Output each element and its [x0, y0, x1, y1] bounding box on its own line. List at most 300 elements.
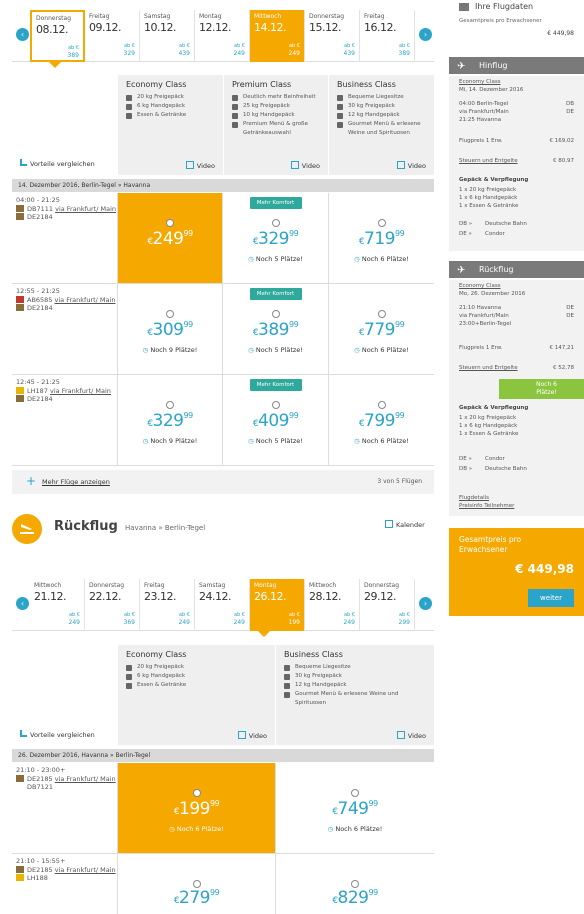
flight-number: DB7111: [27, 204, 54, 213]
flight-info: [16, 287, 116, 313]
fare-radio[interactable]: [166, 219, 174, 227]
price: 719: [364, 229, 395, 249]
day-name: Samstag: [144, 13, 171, 20]
feature: Bequeme Liegesitze: [284, 663, 426, 672]
flight-number: LH188: [27, 874, 48, 882]
play-icon: [186, 161, 194, 169]
price: 389: [258, 320, 289, 340]
airline-icon: [16, 775, 24, 782]
compare-benefits-link[interactable]: [20, 730, 95, 739]
from-label: ab €: [233, 612, 245, 618]
from-label: ab €: [398, 612, 410, 618]
fare-value: € 169,02: [549, 138, 574, 144]
price-cents: 99: [183, 320, 193, 329]
flight-number: AB6585: [27, 295, 53, 304]
flight-time: 12:45 - 21:25: [16, 378, 60, 386]
operator-code: DB »: [459, 221, 473, 227]
day-name: Donnerstag: [309, 13, 345, 20]
feature: Premium Menü & große Getränkeauswahl: [232, 120, 320, 138]
date-option[interactable]: [30, 579, 85, 631]
seats-left: ◷ Noch 5 Plätze!: [223, 437, 328, 445]
baggage-item: 1 x 20 kg Freigepäck: [459, 187, 517, 193]
from-label: ab €: [288, 612, 300, 618]
flight-time: 21:10 - 15:55+: [16, 857, 66, 865]
price: 779: [364, 320, 395, 340]
flight-row: [12, 375, 434, 466]
class-title: Business Class: [284, 650, 343, 659]
feature: 12 kg Handgepäck: [337, 111, 426, 120]
baggage-item: 1 x 6 kg Handgepäck: [459, 195, 518, 201]
calendar-label: Kalender: [396, 521, 425, 529]
price: 329: [152, 411, 184, 431]
fare-radio[interactable]: [193, 880, 201, 888]
business-class-column: [275, 645, 434, 745]
outbound-summary: [449, 76, 584, 251]
video-label: Video: [248, 732, 267, 740]
date-option[interactable]: [85, 579, 140, 631]
flight-details-link[interactable]: Flugdetails: [459, 495, 489, 501]
landing-plane-icon: [12, 514, 42, 544]
feature: 10 kg Handgepäck: [232, 111, 320, 120]
compare-benefits-link[interactable]: [20, 159, 95, 168]
price-cents: 99: [395, 229, 405, 238]
play-icon: [397, 731, 405, 739]
fare-radio[interactable]: [378, 219, 386, 227]
calendar-link[interactable]: [385, 520, 425, 529]
from-label: ab €: [343, 612, 355, 618]
outbound-summary-header: [449, 57, 584, 74]
seats-left: ◷ Noch 6 Plätze!: [329, 255, 434, 263]
feature: 30 kg Freigepäck: [337, 102, 426, 111]
seats-left: ◷ Noch 6 Plätze!: [329, 437, 434, 445]
date-option[interactable]: [85, 10, 140, 62]
fare-business[interactable]: $€779^{99}$ ◷ Noch 6 Plätze!: [328, 284, 434, 374]
seats-left: ◷ Noch 6 Plätze!: [118, 825, 275, 833]
seats-left-badge: Noch 6 Plätze!: [499, 379, 584, 399]
via-link[interactable]: via Frankfurt/ Main: [54, 774, 116, 783]
price-cents: 99: [183, 229, 193, 238]
day-price: 329: [123, 50, 135, 57]
flight-number: LH187: [27, 386, 48, 395]
feature: Deutlich mehr Beinfreiheit: [232, 93, 320, 102]
price: 249: [152, 229, 184, 249]
chart-icon: [20, 159, 27, 166]
plus-icon: +: [26, 474, 37, 488]
feature: Bequeme Liegesitze: [337, 93, 426, 102]
compare-label: Vorteile vergleichen: [30, 160, 95, 168]
return-date-calendar: [12, 579, 434, 631]
carrier-code: DE: [566, 313, 574, 319]
comfort-badge: Mehr Komfort: [250, 197, 302, 209]
continue-button[interactable]: weiter: [528, 589, 574, 607]
comfort-badge: Mehr Komfort: [250, 379, 302, 391]
operator-name: Condor: [485, 231, 505, 237]
flight-number: DE2184: [27, 395, 53, 403]
from-label: ab €: [288, 43, 300, 49]
seats-left: ◷ Noch 6 Plätze!: [329, 346, 434, 354]
day-price: 389: [67, 52, 79, 59]
day-date: 26.12.: [254, 590, 286, 603]
day-price: 249: [343, 619, 355, 626]
fare-value: € 147,21: [549, 345, 574, 351]
date-option[interactable]: [195, 579, 250, 631]
play-icon: [397, 161, 405, 169]
day-date: 08.12.: [36, 23, 68, 36]
date-option[interactable]: [305, 579, 360, 631]
day-name: Freitag: [144, 582, 165, 589]
feature: Gourmet Menü & erlesene Weine und Spirituosen: [337, 120, 426, 138]
carrier-code: DB: [565, 101, 574, 107]
flight-number: DE2184: [27, 213, 53, 221]
flight-info: [16, 857, 116, 883]
outbound-date-calendar: [12, 10, 434, 62]
flight-date: Mi, 14. Dezember 2016: [459, 87, 524, 93]
price-cents: 99: [368, 799, 378, 808]
from-label: ab €: [343, 43, 355, 49]
via-link[interactable]: via Frankfurt/ Main: [50, 386, 111, 395]
price-cents: 99: [395, 320, 405, 329]
flight-number: DE2185: [27, 865, 53, 874]
fare-radio[interactable]: [272, 401, 280, 409]
fare-radio[interactable]: [272, 219, 280, 227]
fare-economy[interactable]: $€309^{99}$ ◷ Noch 9 Plätze!: [117, 284, 222, 374]
prev-dates-button[interactable]: ‹: [16, 597, 29, 610]
flight-time: 21:10 - 23:00+: [16, 766, 66, 774]
return-title: Rückflug: [54, 519, 118, 534]
fare-business[interactable]: $€719^{99}$ ◷ Noch 6 Plätze!: [328, 193, 434, 283]
day-price: 389: [398, 50, 410, 57]
selected-date-pointer: [49, 62, 61, 68]
day-name: Donnerstag: [364, 582, 400, 589]
airline-icon: [16, 304, 24, 311]
price-info-link[interactable]: Preisinfo Teilnehmer: [459, 503, 515, 509]
day-price: 439: [343, 50, 355, 57]
day-name: Donnerstag: [36, 15, 72, 22]
day-price: 369: [123, 619, 135, 626]
next-dates-button[interactable]: ›: [419, 597, 432, 610]
total-label: Gesamtpreis pro Erwachsener: [459, 18, 542, 24]
price-cents: 99: [289, 320, 299, 329]
day-name: Mittwoch: [309, 582, 337, 589]
baggage-item: 1 x 6 kg Handgepäck: [459, 423, 518, 429]
day-price: 199: [288, 619, 300, 626]
price: 309: [152, 320, 184, 340]
flight-info: [16, 196, 116, 222]
feature: Gourmet Menü & erlesene Weine und Spirituosen: [284, 690, 426, 708]
fare-radio[interactable]: [378, 401, 386, 409]
video-link[interactable]: [186, 161, 215, 170]
fare-premium[interactable]: Mehr Komfort $€329^{99}$ ◷ Noch 5 Plätze!: [222, 193, 328, 283]
video-label: Video: [301, 162, 320, 170]
operator-code: DE »: [459, 231, 472, 237]
from-label: ab €: [178, 612, 190, 618]
day-date: 12.12.: [199, 21, 231, 34]
date-option[interactable]: [140, 10, 195, 62]
day-date: 23.12.: [144, 590, 176, 603]
from-label: ab €: [68, 612, 80, 618]
seats-left: ◷ Noch 5 Plätze!: [223, 346, 328, 354]
flight-number: DB7121: [27, 783, 54, 791]
flight-row: [12, 284, 434, 375]
fare-economy[interactable]: $€329^{99}$ ◷ Noch 9 Plätze!: [117, 375, 222, 465]
flight-time: 12:55 - 21:25: [16, 287, 60, 295]
total-price-box: [449, 528, 584, 616]
baggage-item: 1 x Essen & Getränke: [459, 431, 519, 437]
segment-line: via Frankfurt/Main: [459, 313, 509, 319]
business-class-column: [328, 75, 434, 175]
feature: 6 kg Handgepäck: [126, 102, 215, 111]
flight-row: [12, 193, 434, 284]
more-flights-bar: [12, 470, 434, 494]
segment-line: via Frankfurt/Main: [459, 109, 509, 115]
class-header: [117, 75, 434, 175]
class-name: Economy Class: [459, 79, 501, 85]
chart-icon: [20, 730, 27, 737]
fare-radio[interactable]: [351, 789, 359, 797]
day-name: Freitag: [89, 13, 110, 20]
return-date-bar: 26. Dezember 2016, Havanna » Berlin-Tegel: [12, 749, 434, 762]
compare-label: Vorteile vergleichen: [30, 731, 95, 739]
price-cents: 99: [183, 411, 193, 420]
price-cents: 99: [368, 888, 378, 897]
seats-left: ◷ Noch 9 Plätze!: [118, 437, 222, 445]
premium-class-column: [223, 75, 328, 175]
day-name: Montag: [199, 13, 222, 20]
prev-dates-button[interactable]: ‹: [16, 28, 29, 41]
day-date: 14.12.: [254, 21, 286, 34]
from-label: ab €: [398, 43, 410, 49]
airline-icon: [16, 387, 24, 394]
video-link[interactable]: [397, 731, 426, 740]
feature: 6 kg Handgepäck: [126, 672, 267, 681]
day-date: 09.12.: [89, 21, 121, 34]
day-price: 249: [233, 619, 245, 626]
sidebar-summary: [449, 0, 584, 46]
tax-value: € 52,78: [553, 365, 574, 371]
seats-left: ◷ Noch 6 Plätze!: [276, 825, 434, 833]
class-title: Premium Class: [232, 80, 292, 89]
fare-business[interactable]: $€799^{99}$ ◷ Noch 6 Plätze!: [328, 375, 434, 465]
airline-icon: [16, 213, 24, 220]
fare-business[interactable]: $€749^{99}$ ◷ Noch 6 Plätze!: [275, 763, 434, 853]
departure-plane-icon: ✈: [457, 61, 466, 72]
price: 329: [258, 229, 289, 249]
economy-class-column: [117, 645, 275, 745]
fare-radio[interactable]: [272, 310, 280, 318]
day-name: Mittwoch: [34, 582, 62, 589]
economy-class-column: [117, 75, 223, 175]
class-title: Economy Class: [126, 650, 187, 659]
fare-premium[interactable]: Mehr Komfort $€389^{99}$ ◷ Noch 5 Plätze!: [222, 284, 328, 374]
via-link[interactable]: via Frankfurt/ Main: [54, 295, 116, 304]
price: 829: [337, 888, 369, 908]
date-option[interactable]: [195, 10, 250, 62]
price-cents: 99: [289, 229, 299, 238]
class-header: [117, 645, 434, 745]
day-date: 24.12.: [199, 590, 231, 603]
video-link[interactable]: [291, 161, 320, 170]
cart-icon: [459, 3, 469, 11]
more-flights-link[interactable]: Mehr Flüge anzeigen: [42, 478, 110, 486]
date-option[interactable]: [305, 10, 360, 62]
day-date: 16.12.: [364, 21, 396, 34]
operator-code: DE »: [459, 456, 472, 462]
video-link[interactable]: [238, 731, 267, 740]
tax-label[interactable]: Steuern und Entgelte: [459, 365, 518, 371]
flight-info: [16, 766, 116, 792]
total-label: Gesamtpreis pro Erwachsener: [459, 535, 522, 554]
from-label: ab €: [233, 43, 245, 49]
date-option-selected[interactable]: [250, 10, 305, 62]
play-icon: [238, 731, 246, 739]
date-option[interactable]: [360, 10, 415, 62]
return-summary-header: [449, 261, 584, 278]
sidebar-title: Ihre Flugdaten: [475, 2, 534, 11]
baggage-title: Gepäck & Verpflegung: [459, 405, 529, 411]
price: 279: [179, 888, 210, 908]
date-option[interactable]: [360, 579, 415, 631]
operator-name: Condor: [485, 456, 505, 462]
baggage-title: Gepäck & Verpflegung: [459, 177, 529, 183]
operator-name: Deutsche Bahn: [485, 466, 527, 472]
class-title: Economy Class: [126, 80, 187, 89]
fare-radio[interactable]: [166, 310, 174, 318]
video-link[interactable]: [397, 161, 426, 170]
airline-icon: [16, 296, 24, 303]
total-price: € 449,98: [547, 30, 574, 37]
airline-icon: [16, 395, 24, 402]
flight-count: 3 von 5 Flügen: [377, 478, 422, 485]
tax-value: € 80,97: [553, 158, 574, 164]
day-date: 22.12.: [89, 590, 121, 603]
arrival-plane-icon: ✈: [457, 265, 466, 276]
from-label: ab €: [178, 43, 190, 49]
day-date: 21.12.: [34, 590, 66, 603]
day-date: 10.12.: [144, 21, 176, 34]
day-price: 249: [233, 50, 245, 57]
day-price: 249: [288, 50, 300, 57]
flight-date: Mo, 26. Dezember 2016: [459, 291, 526, 297]
flight-number: DE2184: [27, 304, 53, 312]
day-name: Mittwoch: [254, 13, 282, 20]
price-cents: 99: [289, 411, 299, 420]
fare-label: Flugpreis 1 Erw.: [459, 345, 503, 351]
day-price: 249: [68, 619, 80, 626]
price: 409: [258, 411, 289, 431]
fare-business[interactable]: $€829^{99}$: [275, 854, 434, 914]
via-link[interactable]: via Frankfurt/ Main: [54, 865, 116, 874]
day-name: Freitag: [364, 13, 385, 20]
flight-row: [12, 763, 434, 854]
calendar-icon: [385, 520, 393, 528]
fare-label: Flugpreis 1 Erw.: [459, 138, 503, 144]
play-icon: [291, 161, 299, 169]
baggage-item: 1 x 20 kg Freigepäck: [459, 415, 517, 421]
day-price: 249: [178, 619, 190, 626]
train-icon: [16, 205, 24, 212]
baggage-item: 1 x Essen & Getränke: [459, 203, 519, 209]
seats-left: ◷ Noch 5 Plätze!: [223, 255, 328, 263]
return-route: Havanna » Berlin-Tegel: [125, 524, 206, 532]
day-date: 29.12.: [364, 590, 396, 603]
price-cents: 99: [210, 799, 220, 808]
carrier-code: DE: [566, 109, 574, 115]
price-cents: 99: [210, 888, 220, 897]
airline-icon: [16, 866, 24, 873]
flight-info: [16, 378, 116, 404]
total-price: € 449,98: [515, 562, 574, 576]
return-summary: [449, 280, 584, 516]
operator-code: DB »: [459, 466, 473, 472]
tax-label[interactable]: Steuern und Entgelte: [459, 158, 518, 164]
fare-economy[interactable]: $€279^{99}$: [117, 854, 275, 914]
segment-line: 21:25 Havanna: [459, 117, 502, 123]
date-option-selected[interactable]: [250, 579, 305, 631]
day-date: 15.12.: [309, 21, 341, 34]
operator-name: Deutsche Bahn: [485, 221, 527, 227]
day-name: Montag: [254, 582, 277, 589]
day-price: 299: [398, 619, 410, 626]
date-option[interactable]: [30, 10, 85, 62]
video-label: Video: [407, 732, 426, 740]
airline-icon: [16, 874, 24, 881]
flight-time: 04:00 - 21:25: [16, 196, 60, 204]
from-label: ab €: [67, 45, 79, 51]
header-label: Rückflug: [479, 265, 514, 274]
header-label: Hinflug: [479, 61, 508, 70]
segment-line: 04:00 Berlin-Tegel: [459, 101, 509, 107]
day-name: Donnerstag: [89, 582, 125, 589]
segment-line: 21:10 Havanna: [459, 305, 502, 311]
via-link[interactable]: via Frankfurt/ Main: [55, 204, 117, 213]
price: 749: [337, 799, 369, 819]
class-name: Economy Class: [459, 283, 501, 289]
feature: 20 kg Freigepäck: [126, 93, 215, 102]
selected-date-pointer: [258, 631, 270, 637]
from-label: ab €: [123, 612, 135, 618]
fare-radio[interactable]: [193, 789, 201, 797]
next-dates-button[interactable]: ›: [419, 28, 432, 41]
video-label: Video: [407, 162, 426, 170]
fare-economy-selected[interactable]: $€199^{99}$ ◷ Noch 6 Plätze!: [117, 763, 275, 853]
feature: 12 kg Handgepäck: [284, 681, 426, 690]
date-option[interactable]: [140, 579, 195, 631]
fare-radio[interactable]: [166, 401, 174, 409]
feature: Essen & Getränke: [126, 111, 215, 120]
fare-premium[interactable]: Mehr Komfort $€409^{99}$ ◷ Noch 5 Plätze!: [222, 375, 328, 465]
fare-radio[interactable]: [378, 310, 386, 318]
fare-economy-selected[interactable]: $€249^{99}$: [117, 193, 222, 283]
day-name: Samstag: [199, 582, 226, 589]
video-label: Video: [196, 162, 215, 170]
feature: 25 kg Freigepäck: [232, 102, 320, 111]
flight-number: DE2185: [27, 774, 53, 783]
fare-radio[interactable]: [351, 880, 359, 888]
price: 799: [364, 411, 395, 431]
feature: 20 kg Freigepäck: [126, 663, 267, 672]
class-title: Business Class: [337, 80, 396, 89]
outbound-date-bar: 14. Dezember 2016, Berlin-Tegel » Havanna: [12, 179, 434, 192]
day-price: 439: [178, 50, 190, 57]
feature: 30 kg Freigepäck: [284, 672, 426, 681]
flight-row: [12, 854, 434, 914]
day-date: 28.12.: [309, 590, 341, 603]
price: 199: [179, 799, 210, 819]
comfort-badge: Mehr Komfort: [250, 288, 302, 300]
carrier-code: DE: [566, 305, 574, 311]
seats-left: ◷ Noch 9 Plätze!: [118, 346, 222, 354]
price-cents: 99: [395, 411, 405, 420]
